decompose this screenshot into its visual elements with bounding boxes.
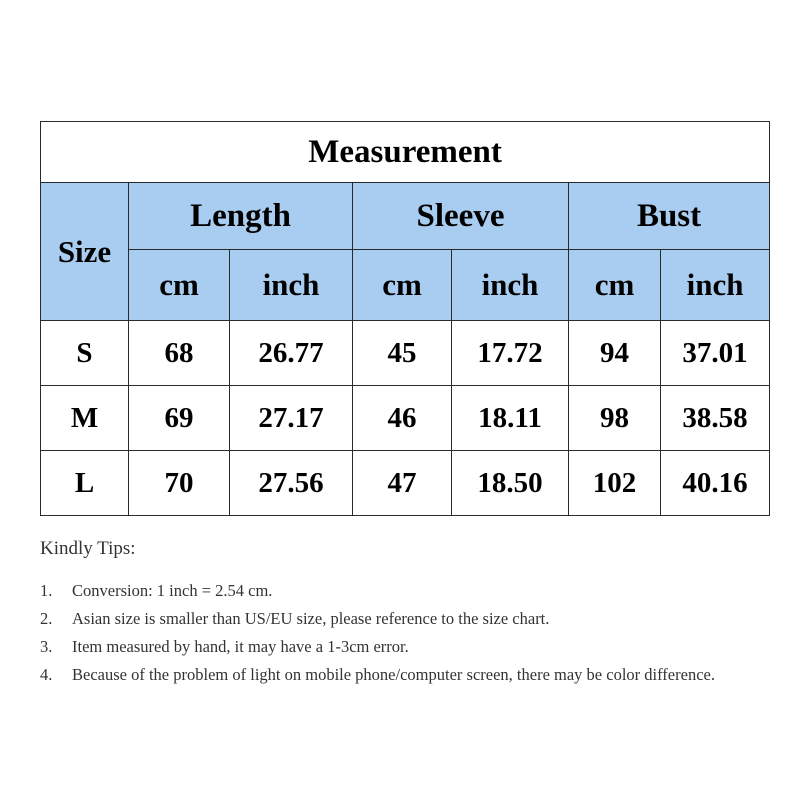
sleeve-cm-cell: 46 xyxy=(353,386,452,451)
tip-number: 1. xyxy=(40,581,53,600)
length-inch-cell: 27.56 xyxy=(230,451,353,516)
kindly-tips-section xyxy=(40,538,790,690)
bust-inch-cell: 40.16 xyxy=(661,451,770,516)
size-cell: L xyxy=(41,451,129,516)
sleeve-cm-cell: 47 xyxy=(353,451,452,516)
bust-inch-header: inch xyxy=(661,250,770,321)
bust-cm-cell: 102 xyxy=(569,451,661,516)
tip-number: 3. xyxy=(40,637,53,656)
length-cm-header: cm xyxy=(129,250,230,321)
bust-group-header: Bust xyxy=(569,183,770,250)
bust-cm-cell: 98 xyxy=(569,386,661,451)
tips-heading: Kindly Tips: xyxy=(40,538,136,559)
length-cm-cell: 70 xyxy=(129,451,230,516)
sleeve-inch-cell: 18.11 xyxy=(452,386,569,451)
bust-cm-header: cm xyxy=(569,250,661,321)
bust-inch-cell: 37.01 xyxy=(661,321,770,386)
list-item xyxy=(40,578,790,604)
table-title: Measurement xyxy=(41,122,770,183)
sleeve-cm-header: cm xyxy=(353,250,452,321)
tips-list xyxy=(40,578,790,688)
tip-text: Asian size is smaller than US/EU size, please reference to the size chart. xyxy=(72,609,550,628)
table-row-l xyxy=(41,451,770,516)
sleeve-inch-cell: 17.72 xyxy=(452,321,569,386)
length-inch-header: inch xyxy=(230,250,353,321)
tip-number: 4. xyxy=(40,665,53,684)
size-chart-table xyxy=(40,121,770,516)
bust-inch-cell: 38.58 xyxy=(661,386,770,451)
sleeve-inch-header: inch xyxy=(452,250,569,321)
length-cm-cell: 68 xyxy=(129,321,230,386)
bust-cm-cell: 94 xyxy=(569,321,661,386)
length-inch-cell: 26.77 xyxy=(230,321,353,386)
tip-number: 2. xyxy=(40,609,53,628)
size-cell: M xyxy=(41,386,129,451)
sleeve-inch-cell: 18.50 xyxy=(452,451,569,516)
list-item xyxy=(40,634,790,660)
length-inch-cell: 27.17 xyxy=(230,386,353,451)
table-row-m xyxy=(41,386,770,451)
list-item xyxy=(40,662,790,688)
tip-text: Because of the problem of light on mobile phone/computer screen, there may be color difference. xyxy=(72,665,715,684)
size-column-header: Size xyxy=(41,183,129,321)
size-cell: S xyxy=(41,321,129,386)
tip-text: Conversion: 1 inch = 2.54 cm. xyxy=(72,581,273,600)
table-row-s xyxy=(41,321,770,386)
length-group-header: Length xyxy=(129,183,353,250)
list-item xyxy=(40,606,790,632)
sleeve-cm-cell: 45 xyxy=(353,321,452,386)
sleeve-group-header: Sleeve xyxy=(353,183,569,250)
length-cm-cell: 69 xyxy=(129,386,230,451)
tip-text: Item measured by hand, it may have a 1-3cm error. xyxy=(72,637,409,656)
